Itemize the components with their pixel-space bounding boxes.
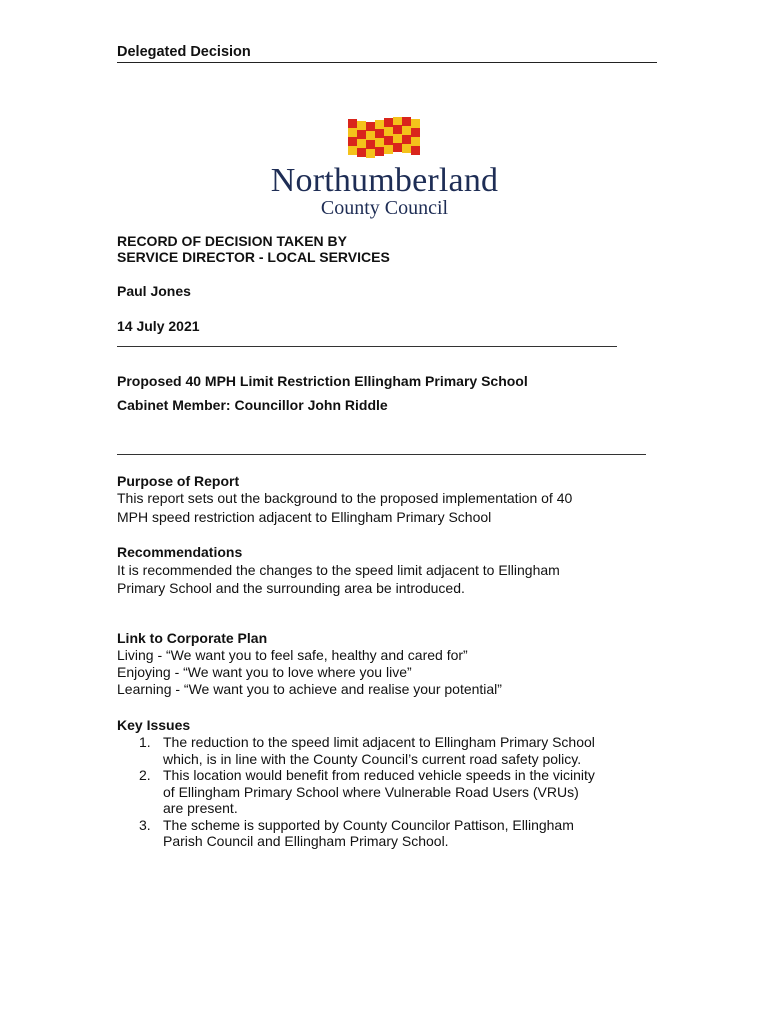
key-issue-item — [117, 817, 657, 850]
flag-cell — [384, 136, 393, 145]
corporate-plan-item: Enjoying - “We want you to love where you live” — [117, 664, 412, 680]
corporate-plan-heading: Link to Corporate Plan — [117, 630, 268, 646]
record-heading-line-1: RECORD OF DECISION TAKEN BY — [117, 233, 347, 249]
flag-cell — [402, 135, 411, 144]
flag-cell — [357, 130, 366, 139]
flag-cell — [357, 148, 366, 157]
flag-cell — [366, 149, 375, 158]
cabinet-member: Cabinet Member: Councillor John Riddle — [117, 397, 388, 413]
flag-cell — [348, 137, 357, 146]
key-issue-number: 2. — [139, 767, 151, 783]
flag-cell — [411, 146, 420, 155]
flag-cell — [402, 117, 411, 126]
section-divider-rule — [117, 454, 646, 455]
key-issue-line: are present. — [163, 800, 238, 816]
flag-cell — [375, 120, 384, 129]
recommendations-text-line-1: It is recommended the changes to the speed limit adjacent to Ellingham — [117, 562, 560, 578]
key-issue-line: Parish Council and Ellingham Primary School. — [163, 833, 449, 849]
key-issue-line: The scheme is supported by County Councilor Pattison, Ellingham — [163, 816, 574, 833]
flag-cell — [402, 126, 411, 135]
flag-cell — [402, 144, 411, 153]
report-title: Proposed 40 MPH Limit Restriction Ellingham Primary School — [117, 373, 528, 389]
flag-cell — [393, 134, 402, 143]
flag-cell — [393, 143, 402, 152]
key-issue-number: 1. — [139, 734, 151, 750]
key-issues-heading: Key Issues — [117, 717, 191, 733]
flag-cell — [384, 127, 393, 136]
key-issue-line: This location would benefit from reduced vehicle speeds in the vicinity — [163, 767, 595, 783]
recommendations-heading: Recommendations — [117, 544, 243, 560]
northumberland-flag-logo — [348, 117, 420, 159]
decision-maker-name: Paul Jones — [117, 283, 191, 299]
flag-cell — [393, 117, 402, 125]
key-issue-line: of Ellingham Primary School where Vulnerable Road Users (VRUs) — [163, 783, 579, 800]
flag-cell — [348, 146, 357, 155]
key-issue-item — [117, 767, 657, 817]
recommendations-text-line-2: Primary School and the surrounding area be introduced. — [117, 580, 465, 596]
record-heading-line-2: SERVICE DIRECTOR - LOCAL SERVICES — [117, 249, 390, 265]
decision-date: 14 July 2021 — [117, 318, 200, 334]
purpose-heading: Purpose of Report — [117, 473, 240, 489]
key-issue-item — [117, 734, 657, 767]
flag-cell — [384, 118, 393, 127]
flag-cell — [348, 128, 357, 137]
key-issue-line: which, is in line with the County Council’s current road safety policy. — [163, 750, 582, 767]
flag-cell — [348, 119, 357, 128]
key-issues-list — [117, 734, 657, 850]
purpose-text-line-1: This report sets out the background to the proposed implementation of 40 — [117, 490, 573, 506]
flag-cell — [411, 119, 420, 128]
flag-cell — [366, 140, 375, 149]
corporate-plan-item: Learning - “We want you to achieve and realise your potential” — [117, 681, 502, 697]
purpose-text-line-2: MPH speed restriction adjacent to Ellingham Primary School — [117, 509, 492, 525]
date-underline-rule — [117, 346, 617, 347]
flag-cell — [393, 125, 402, 134]
flag-cell — [384, 145, 393, 154]
header-rule — [117, 62, 657, 63]
flag-cell — [411, 128, 420, 137]
key-issue-number: 3. — [139, 816, 151, 833]
flag-cell — [411, 137, 420, 146]
flag-cell — [366, 131, 375, 140]
flag-cell — [357, 121, 366, 130]
corporate-plan-item: Living - “We want you to feel safe, healthy and cared for” — [117, 647, 468, 663]
flag-cell — [375, 138, 384, 147]
logo-subtitle: County Council — [320, 197, 449, 219]
flag-cell — [375, 147, 384, 156]
logo-wordmark: Northumberland — [270, 162, 499, 199]
flag-cell — [375, 129, 384, 138]
document-header-label: Delegated Decision — [117, 44, 251, 60]
key-issue-line: The reduction to the speed limit adjacent to Ellingham Primary School — [163, 734, 595, 750]
flag-cell — [366, 122, 375, 131]
flag-cell — [357, 139, 366, 148]
